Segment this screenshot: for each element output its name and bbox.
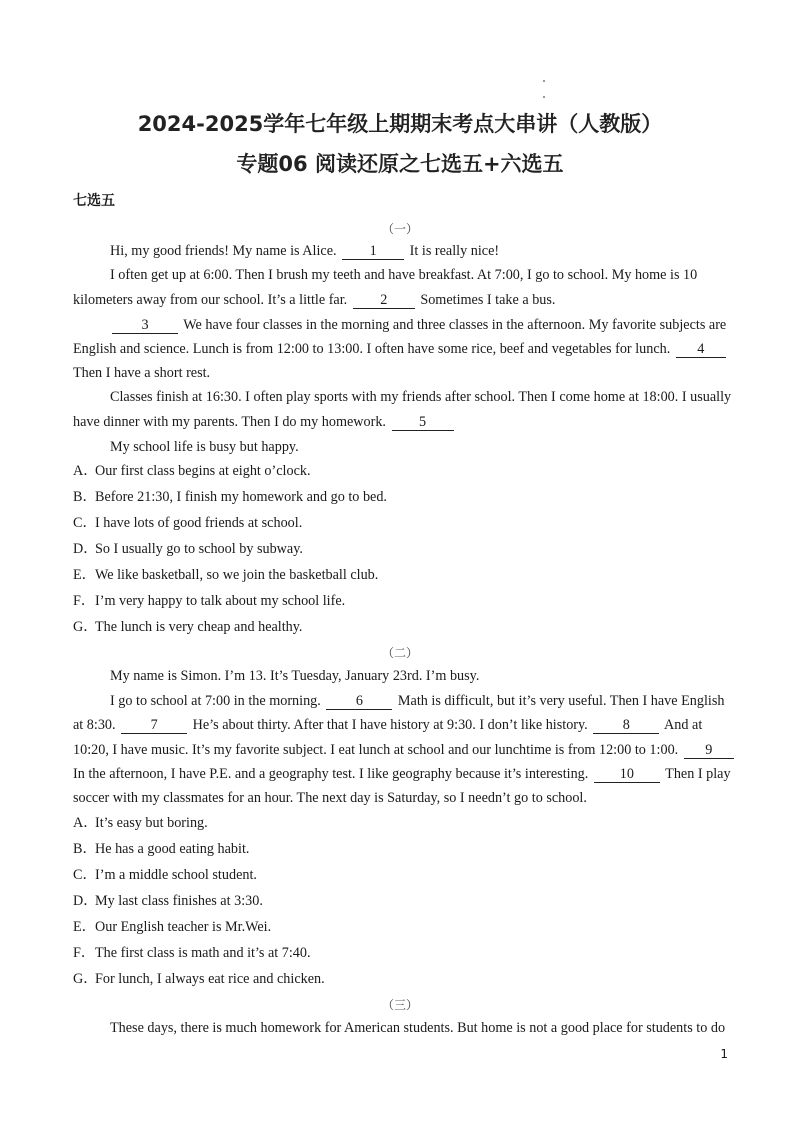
document-subtitle: 专题06 阅读还原之七选五+六选五 (236, 152, 564, 176)
option-item: G．For lunch, I always eat rice and chicken. (73, 971, 325, 987)
passage-line: These days, there is much homework for American students. But home is not a good place for students to do (110, 1020, 726, 1036)
passage-line: Then I have a short rest. (73, 365, 211, 381)
blank-7[interactable]: 7 (121, 717, 187, 734)
passage-line: I go to school at 7:00 in the morning. 6 Math is difficult, but it’s very useful. Then I have English (110, 693, 725, 709)
option-item: D．My last class finishes at 3:30. (73, 893, 263, 909)
option-item: C．I’m a middle school student. (73, 867, 257, 883)
blank-9[interactable]: 9 (684, 742, 734, 759)
option-item: E．We like basketball, so we join the basketball club. (73, 567, 379, 583)
option-item: A．Our first class begins at eight o’clock. (73, 463, 311, 479)
passage-line: I often get up at 6:00. Then I brush my teeth and have breakfast. At 7:00, I go to school. My home is 10 (110, 267, 698, 283)
blank-2[interactable]: 2 (353, 292, 415, 309)
passage-line: 3 We have four classes in the morning and three classes in the afternoon. My favorite subjects are (110, 315, 726, 335)
passage-line: Hi, my good friends! My name is Alice. 1 It is really nice! (110, 243, 500, 259)
option-item: A．It’s easy but boring. (73, 815, 208, 831)
passage-line: English and science. Lunch is from 12:00 to 13:00. I often have some rice, beef and vegetables for lunch. 4 (73, 339, 728, 359)
passage-line: 10:20, I have music. It’s my favorite subject. I eat lunch at school and our lunchtime is from 12:00 to 1:00. 9 (73, 740, 736, 760)
scan-dot (543, 80, 545, 82)
option-item: G．The lunch is very cheap and healthy. (73, 619, 303, 635)
passage-line: My name is Simon. I’m 13. It’s Tuesday, January 23rd. I’m busy. (110, 668, 480, 684)
page-number: 1 (720, 1047, 728, 1061)
passage-line: Classes finish at 16:30. I often play sports with my friends after school. Then I come home at 18:00. I usually (110, 389, 732, 405)
passage-line: at 8:30. 7 He’s about thirty. After that I have history at 9:30. I don’t like history. 8 And at (73, 717, 703, 733)
option-item: F．The first class is math and it’s at 7:40. (73, 945, 311, 961)
passage-label: （一） (381, 222, 418, 236)
passage-label: （三） (381, 998, 418, 1012)
passage-label: （二） (381, 646, 418, 660)
blank-1[interactable]: 1 (342, 243, 404, 260)
blank-6[interactable]: 6 (326, 693, 392, 710)
blank-4[interactable]: 4 (676, 341, 726, 358)
blank-5[interactable]: 5 (392, 414, 454, 431)
passage-line: My school life is busy but happy. (110, 439, 299, 455)
option-item: E．Our English teacher is Mr.Wei. (73, 919, 272, 935)
passage-line: have dinner with my parents. Then I do my homework. 5 (73, 412, 456, 432)
blank-10[interactable]: 10 (594, 766, 660, 783)
scan-dot (543, 96, 545, 98)
section-heading: 七选五 (73, 193, 115, 209)
passage-line: kilometers away from our school. It’s a little far. 2 Sometimes I take a bus. (73, 292, 556, 308)
option-item: B．He has a good eating habit. (73, 841, 250, 857)
blank-3[interactable]: 3 (112, 317, 178, 334)
option-item: D．So I usually go to school by subway. (73, 541, 303, 557)
passage-line: In the afternoon, I have P.E. and a geography test. I like geography because it’s interesting. 10 Then I play (73, 766, 731, 782)
document-title: 2024-2025学年七年级上期期末考点大串讲（人教版） (137, 112, 663, 136)
option-item: C．I have lots of good friends at school. (73, 515, 303, 531)
option-item: F．I’m very happy to talk about my school life. (73, 593, 346, 609)
option-item: B．Before 21:30, I finish my homework and go to bed. (73, 489, 387, 505)
passage-line: soccer with my classmates for an hour. The next day is Saturday, so I needn’t go to school. (73, 790, 587, 806)
blank-8[interactable]: 8 (593, 717, 659, 734)
